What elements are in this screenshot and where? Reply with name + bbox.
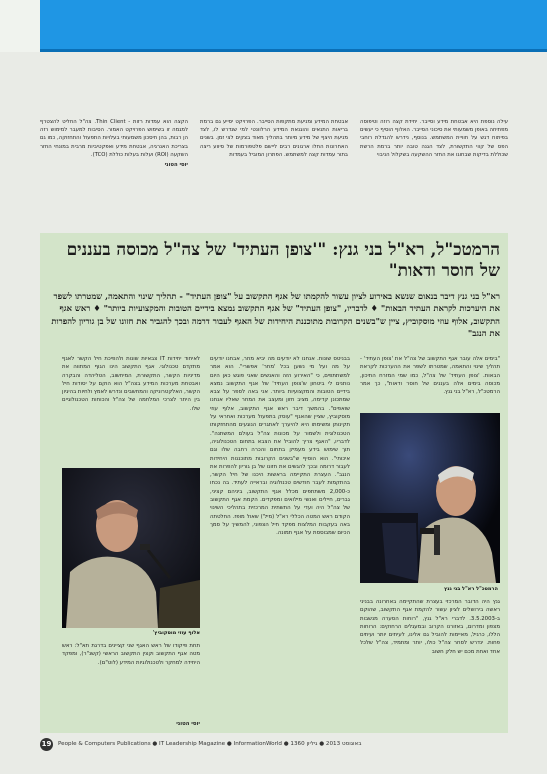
moskovitz-photo-image [62,468,200,628]
previous-article-continuation [40,118,508,215]
page-number: 19 [40,738,53,751]
continuation-column-right: עילה נוספת היא אבטחת מידע וסייבר. יחידת קצה רוזה וטיפוסה מפתיחה באופן משמעותי את סיכוני הסייבר. האלוף הוסיף כי יעשים בפיתוח דגש על חוויית המשתמש. בנוסף, נידרש להגדלת רוחבי הפס של קווי התקשורת, לצד הגנה טובה יותר ברמת הרשת שכוללת בדיקות שבחוגו את החזר ההשקעה בשקלול הניבוי [360,119,508,158]
continuation-column-left-text: הקצה הוא עמדות רזות - Thin Client. צה"ל החליט להצטרף למגמה זו בשימוש הפרויקט האמור. הסיבות למעבר למימוש רזה הן רבות, בהן חיסכון משמעותי בעלויות התפעול והתחזוקה, כמו גם בצריכת האנרגיה, אבטחת מידע ואפקטיביות מרבית במונחי החזר השקעה (ROI) ועלות בעלות כוללת (TCO). [40,119,188,158]
article-column-middle: בבניטס שונות. אנחנו לא יודעים מה יביא מחר, אבחנו יודעים על מה ועל מי נשען בכל 'מחר' אפשרי". הוא אמר למשתתפים, כי "האירוע הזה והאנשים שאני פוגש כאן היום נותנים לי ביטחון ש'צופן העתיד' של אגף התקשוב נמצא בידיים הטובות והמקצועיות ביותר. אני באה לספר על צבא שמתכונן קדימה, מציב חזון ומעצב את המחר שאליו אנחנו שואפים". בהמשך דיבר ראש אגף התקשוב, אלוף עוזי מוסקוביץ, שציין שהאגף "עוסק בתפעול מערכות ואחראי על תקינותן ומשימתו היא להיערך לאתגרים הנוגעים מהתחזקותו הטכנולוגית ולשמור על מכונות צה"ל בעולם המשתנה". לדבריו, "האגף צריך להוביל את הצבא בתחום הטכנולוגיה, תוך שימוש בידע מעמיק בתחום והכרה רחבה שלו וגם איכותי". הוא הוסיף ש"בשנים הקרובות מתוכננות היחידות לעבור דרומה ובכך להגשים את חזונו של בן גוריון להפרות את הנגב". העצרת התקיימה בראשות היכנו של חיל הקשר, בהתקמות לעבר חודשים טכנולוגיה ובראייה לעתיד. בה נכחו כ-2,000 משתתפים מכלל אגף התקשוב, ביניהם קציני, גברים, חיילים ואנשי מילואים ומפקדים. הקמת אגף התקשוב של צה"ל היה ועדי על התשתית המרכזית בתהליכי השינוי הקודם ראש המטה הכללי רא"ל (מיל') שאול מופז. החלטתה באה בעקבות המלצות מפקד חיל הצפוני, להמשיך על סמך הכיום שמבוססת על אגף תמונה. [210,356,350,537]
header-blue-band [40,0,547,52]
footer-publications: People & Computers Publications ● IT Leadership Magazine ● InformationWorld ● באוגוסט 2013 ● גיליון 1360 [58,741,362,747]
continuation-column-middle: אבטחת המידע ומניעת מתקפות הסייבר. הפרויקט יסייע גם ברמת בריאות התנאים והוגנאת המידע הרלוונטי למי שנדרש לו, לצד מניעת היצף של מידע מיותר בתהליך מאוד בצקים לצי זמן. בשנים האחרונות החלו ארגונים רבים ליישם פלטפורמות של סיווע ריצה בתור עמדות קצה למשתמש. הפתרון המוביל בעמדות [200,119,348,158]
continuation-column-left [40,118,188,169]
gantz-photo-caption: הרמטכ"ל רא"ל בני גנץ [443,586,498,592]
article-column-left-top: לאיחוד יחידות IT צבאיות שונות ולהפיכת חיל הקשר לאגף מתקדם טכנולוגי. אגף התקשוב הינו הגוף המתווה את מדיניות הקשר, התקשורת, המיחשוב, הטליהדה והבקרה ואבטחת מערכות המידע בצה"ל הוא הוקם על יסודות חיל הקשר, האלקטרוניקה והמחשבים ונדרש לאמץ ולחיות בהיגיון בין היתר לצרכי המלחמה של צה"ל והכוחות הטכנולוגיים שלו. [62,356,200,412]
article-headline: הרמטכ"ל, רא"ל בני גנץ: "'צופן העתיד' של צה"ל מכוסה בעננים של חוסר ודאות" [66,240,500,281]
moskovitz-photo [62,468,200,628]
article-column-right-bottom: גנץ היה הדובר המרכזי בעצרת שהתקיימה באחרונה בבניני ראשה בירושלים לציון עשור להקמת אגף התקשוב, שהוקם ב-3.5.2003. לדברי רא"ל גנץ, "רוחות הסערה מנשבות מצפון ומדרום, באזורנו הקרוב ובמעגלים הרחוקים: הרוחות הללו, כרגיל, מאיימות להוביל גם אלינו, לעיתים יותר ועיתים פחות. ינדרש לסחר צה"ל כולו, יותר ומתמיד, צה"ל שלכל אחד ואחת מכם יש חלק חשוב [360,599,500,655]
article-column-right-top: "בימים אלה עובר אגף התקשוב של צה"ל את 'צופן העתיד' - תהליך שינוי והתאמה, שמטרתו לשפר את ההערכות לקראת הבאות. 'צופן העתיד' של צה"ל, כמו שמי המזרח התיכון, מכוסה בימים אלה בעננים של חוסר ודאות", כך אמר הרמטכ"ל, רא"ל בני גנץ. [360,356,500,396]
article-column-left-bottom: תחת פיקודו של ראש האגף שני קציינים בדרגת תא"ל: ראש מטה אגף התקשוב וקצין התקשוב הראשי (קשנ"ר), ומפקד היחידה למחקר ולטכנולוגיות המידע (לוט"ם). [62,643,200,666]
moskovitz-photo-caption: אלוף עוזי מוסקוביץ' [152,630,200,636]
gantz-photo-image [360,413,500,583]
article-signature: יוסי הטוני [176,721,200,727]
gantz-photo [360,413,500,583]
article-subhead: רא"ל בני גנץ דיבר בנאום שנשא באירוע לציון עשור להקמתו של אגף התקשוב על "צופן העתיד" - תהליך שינוי והתאמה, שמטרתו לשפר את היערכות לקראת העתיד הבאות" ♦ לדבריו, "צופן העתיד" של אגף התקשוב נמצא בידיים הטובות והמקצועיות ביותר" ♦ ראש אגף התקשוב, אלוף עוזי מוסקוביץ, ציין ש"בשנים הקרובות מתוכננת היחידות של האגף לעבור דרמה ובכך להגביר את חזונו של בן גוריון להפרות את הנגב" [51,291,500,339]
header-blue-underline [40,49,547,52]
continuation-signature: יוסי הטוני [164,162,188,169]
